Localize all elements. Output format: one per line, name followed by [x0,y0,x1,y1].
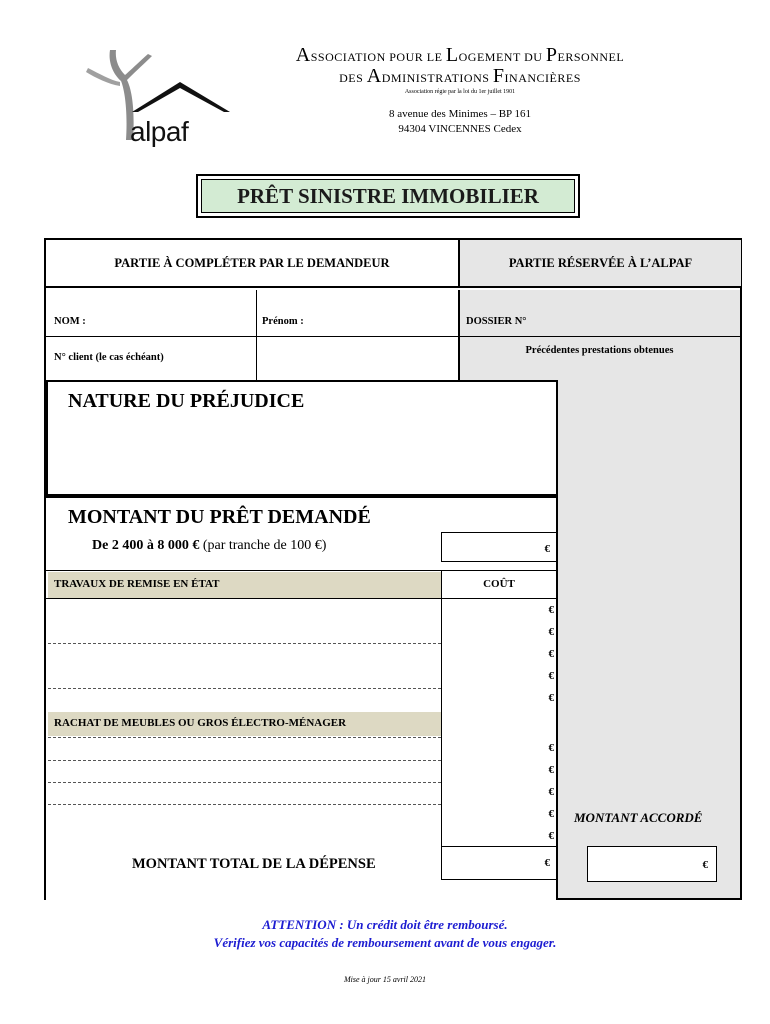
association-name-line2: DES ADMINISTRATIONS FINANCIÈRES [339,65,581,87]
prestations-label: Précédentes prestations obtenues [525,345,674,356]
client-number-input[interactable] [260,340,454,378]
law-note: Association régie par la loi du 1er juillet 1901 [404,89,516,95]
rachat-input[interactable] [48,738,440,842]
rachat-cost-1[interactable]: € [548,742,554,754]
rachat-header: RACHAT DE MEUBLES OU GROS ÉLECTRO-MÉNAGER [54,717,347,729]
accorde-label: MONTANT ACCORDÉ [574,810,703,825]
divider [458,290,460,380]
divider [46,496,558,498]
rachat-costs [442,742,554,852]
travaux-costs [442,604,554,714]
update-date: Mise à jour 15 avril 2021 [344,975,426,984]
montant-range: De 2 400 à 8 000 € (par tranche de 100 €) [92,538,327,553]
form-title: PRÊT SINISTRE IMMOBILIER [201,179,575,213]
total-label: MONTANT TOTAL DE LA DÉPENSE [132,856,376,872]
nature-title: NATURE DU PRÉJUDICE [68,390,305,412]
rachat-cost-4[interactable]: € [548,808,554,820]
travaux-cost-1[interactable]: € [548,604,554,616]
form-title-box [196,174,580,218]
rachat-cost-2[interactable]: € [548,764,554,776]
travaux-cost-2[interactable]: € [548,626,554,638]
rachat-cost-3[interactable]: € [548,786,554,798]
prenom-label: Prénom : [262,316,304,327]
association-header [250,44,670,137]
euro-symbol: € [702,859,708,871]
attention-line1: ATTENTION : Un crédit doit être remboursé. [262,917,508,932]
address [250,107,670,137]
nature-input[interactable] [60,420,550,490]
nom-label: NOM : [54,316,86,327]
address-line1: 8 avenue des Minimes – BP 161 [389,108,531,120]
reserved-header [458,240,741,288]
montant-title: MONTANT DU PRÊT DEMANDÉ [68,506,371,528]
client-number-label: N° client (le cas échéant) [54,352,164,363]
travaux-header: TRAVAUX DE REMISE EN ÉTAT [54,578,220,590]
rachat-cost-5[interactable]: € [548,830,554,842]
montant-requested-input[interactable] [441,532,557,562]
travaux-cost-5[interactable]: € [548,692,554,704]
travaux-cost-4[interactable]: € [548,670,554,682]
accorde-input[interactable] [587,846,717,882]
travaux-cost-3[interactable]: € [548,648,554,660]
nom-input[interactable] [100,308,250,330]
reserved-header-label: PARTIE RÉSERVÉE À L’ALPAF [508,255,693,270]
divider [256,290,257,380]
travaux-input[interactable] [48,600,440,710]
euro-symbol: € [544,543,550,555]
total-input[interactable] [441,846,557,880]
divider [46,598,558,599]
prenom-input[interactable] [320,308,454,330]
address-line2: 94304 VINCENNES Cedex [398,123,522,135]
logo-wordmark: alpaf [130,116,189,147]
dossier-label: DOSSIER N° [466,316,527,327]
applicant-header [46,240,458,288]
attention-line2: Vérifiez vos capacités de remboursement avant de vous engager. [213,935,557,950]
applicant-header-label: PARTIE À COMPLÉTER PAR LE DEMANDEUR [114,255,390,270]
divider [458,336,741,337]
line-dashed [48,643,441,644]
line-dashed [48,688,441,689]
association-name-line1: ASSOCIATION POUR LE LOGEMENT DU PERSONNEL [295,44,625,66]
cout-header: COÛT [483,578,515,590]
divider [46,570,558,571]
attention-notice [0,916,770,952]
euro-symbol: € [544,857,550,869]
divider [46,336,458,337]
